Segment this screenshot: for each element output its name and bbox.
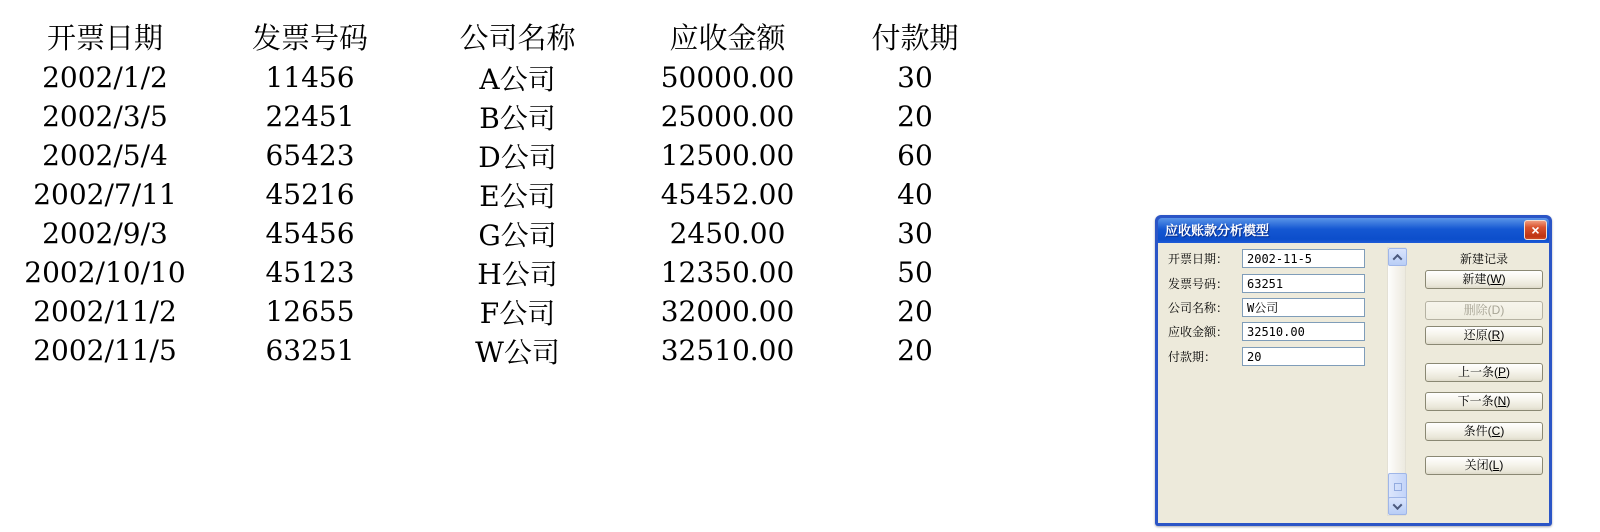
receivable-amount-label: 应收金额：	[1168, 325, 1229, 339]
column-header: 应收金额	[669, 20, 786, 55]
chevron-up-icon	[1393, 253, 1403, 263]
table-cell: H公司	[477, 257, 558, 291]
table-cell: G公司	[478, 218, 557, 252]
table-cell: A公司	[479, 62, 556, 96]
table-cell: 30	[897, 61, 933, 94]
table-cell: 65423	[265, 139, 355, 172]
table-cell: 50000.00	[660, 61, 795, 94]
table-cell: 60	[897, 139, 933, 172]
dialog-titlebar[interactable]	[1158, 218, 1549, 243]
dialog-title: 应收账款分析模型	[1165, 223, 1270, 238]
table-cell: D公司	[478, 140, 557, 174]
close-icon[interactable]	[1524, 220, 1547, 240]
invoice-date-input[interactable]	[1242, 249, 1365, 268]
table-cell: 45123	[265, 256, 355, 289]
form-scrollbar[interactable]	[1387, 247, 1406, 516]
table-cell: 40	[897, 178, 933, 211]
table-cell: 2002/10/10	[24, 256, 186, 289]
column-header: 开票日期	[46, 20, 163, 55]
scroll-down-button[interactable]	[1388, 497, 1407, 515]
table-cell: E公司	[479, 179, 556, 213]
chevron-down-icon	[1393, 500, 1403, 510]
table-cell: 22451	[265, 100, 355, 133]
company-name-label: 公司名称：	[1168, 301, 1229, 315]
condition-button[interactable]: 条件(C)	[1425, 422, 1543, 441]
table-cell: 12655	[265, 295, 355, 328]
table-cell: 32510.00	[660, 334, 795, 367]
restore-button[interactable]: 还原(R)	[1425, 326, 1543, 345]
table-cell: 11456	[265, 61, 355, 94]
table-cell: 2450.00	[669, 217, 786, 250]
close-x-glyph: ×	[1531, 222, 1540, 238]
payment-term-label: 付款期：	[1168, 350, 1217, 364]
table-cell: 2002/1/2	[42, 61, 168, 94]
column-header: 付款期	[871, 20, 959, 55]
table-cell: 20	[897, 334, 933, 367]
table-cell: 2002/11/2	[33, 295, 177, 328]
delete-button: 删除(D)	[1425, 301, 1543, 320]
table-cell: 2002/9/3	[42, 217, 168, 250]
receivables-dialog	[1155, 215, 1552, 526]
thumb-gripper-icon	[1394, 483, 1402, 491]
dialog-client-area	[1158, 243, 1549, 523]
column-header: 发票号码	[251, 20, 368, 55]
invoice-date-label: 开票日期：	[1168, 252, 1229, 266]
invoice-number-input[interactable]	[1242, 274, 1365, 293]
table-cell: 2002/11/5	[33, 334, 177, 367]
company-name-input[interactable]	[1242, 298, 1365, 317]
table-cell: 50	[897, 256, 933, 289]
table-cell: 45216	[265, 178, 355, 211]
table-cell: 25000.00	[660, 100, 795, 133]
previous-button[interactable]: 上一条(P)	[1425, 363, 1543, 382]
invoice-number-label: 发票号码：	[1168, 277, 1229, 291]
table-cell: W公司	[475, 335, 560, 369]
table-cell: B公司	[479, 101, 556, 135]
scroll-up-button[interactable]	[1388, 248, 1407, 266]
table-cell: 45452.00	[660, 178, 795, 211]
new-record-group-label: 新建记录	[1459, 252, 1508, 266]
table-cell: 2002/3/5	[42, 100, 168, 133]
table-cell: 32000.00	[660, 295, 795, 328]
table-cell: 20	[897, 295, 933, 328]
new-record-button[interactable]: 新建(W)	[1425, 270, 1543, 289]
next-button[interactable]: 下一条(N)	[1425, 392, 1543, 411]
table-cell: 63251	[265, 334, 355, 367]
table-cell: 30	[897, 217, 933, 250]
table-cell: 20	[897, 100, 933, 133]
table-cell: 12350.00	[660, 256, 795, 289]
table-cell: 45456	[265, 217, 355, 250]
payment-term-input[interactable]	[1242, 347, 1365, 366]
table-cell: 12500.00	[660, 139, 795, 172]
close-button[interactable]: 关闭(L)	[1425, 456, 1543, 475]
table-cell: F公司	[479, 296, 556, 330]
receivable-amount-input[interactable]	[1242, 322, 1365, 341]
invoice-table	[0, 14, 1000, 370]
column-header: 公司名称	[459, 20, 576, 55]
table-cell: 2002/5/4	[42, 139, 168, 172]
table-cell: 2002/7/11	[33, 178, 177, 211]
